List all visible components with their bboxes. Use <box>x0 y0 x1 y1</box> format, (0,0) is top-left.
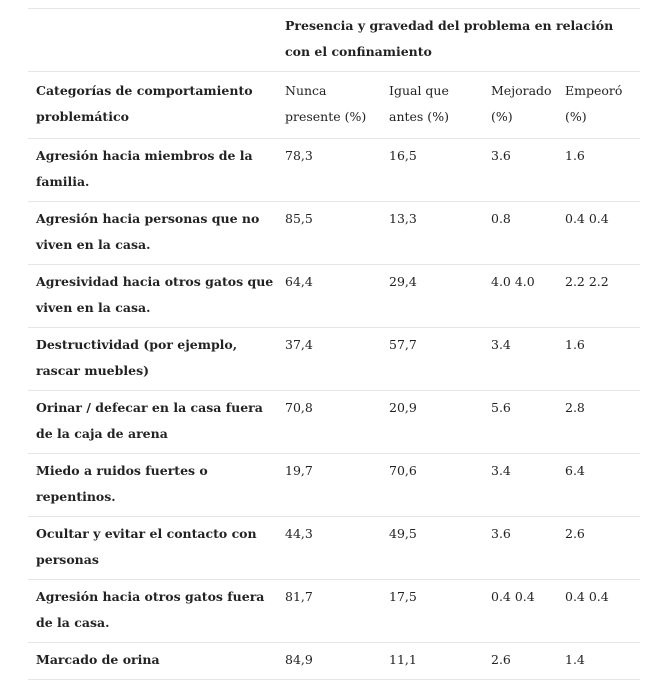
never-cell: 44,3 <box>285 526 313 541</box>
category-cell: Agresividad hacia otros gatos que viven en la casa. <box>36 274 274 315</box>
table-row <box>28 454 640 517</box>
same-cell: 17,5 <box>389 589 417 604</box>
improved-cell: 4.0 4.0 <box>491 274 535 289</box>
worsened-cell: 6.4 <box>565 463 585 478</box>
improved-cell: 3.4 <box>491 337 511 352</box>
improved-cell: 3.6 <box>491 148 511 163</box>
category-cell: Ocultar y evitar el contacto con personas <box>36 526 257 567</box>
improved-cell: 3.4 <box>491 463 511 478</box>
column-header-same: Igual que antes (%) <box>389 83 449 124</box>
column-header-row <box>28 72 640 139</box>
empty-header-cell <box>28 9 285 72</box>
worsened-cell: 0.4 0.4 <box>565 589 609 604</box>
improved-cell: 3.6 <box>491 526 511 541</box>
never-cell: 78,3 <box>285 148 313 163</box>
same-cell: 13,3 <box>389 211 417 226</box>
category-cell: Agresión hacia personas que no viven en la casa. <box>36 211 260 252</box>
improved-cell: 0.8 <box>491 211 511 226</box>
same-cell: 20,9 <box>389 400 417 415</box>
improved-cell: 5.6 <box>491 400 511 415</box>
table-row <box>28 328 640 391</box>
table-row <box>28 643 640 680</box>
category-cell: Marcado de orina <box>36 652 160 667</box>
group-header-row <box>28 9 640 72</box>
behavior-table <box>28 8 640 680</box>
same-cell: 11,1 <box>389 652 417 667</box>
category-cell: Destructividad (por ejemplo, rascar muebles) <box>36 337 238 378</box>
worsened-cell: 2.2 2.2 <box>565 274 609 289</box>
worsened-cell: 1.4 <box>565 652 585 667</box>
same-cell: 49,5 <box>389 526 417 541</box>
column-header-never: Nunca presente (%) <box>285 83 367 124</box>
table-row <box>28 265 640 328</box>
table-row <box>28 580 640 643</box>
table-row <box>28 139 640 202</box>
improved-cell: 2.6 <box>491 652 511 667</box>
category-cell: Agresión hacia miembros de la familia. <box>36 148 253 189</box>
never-cell: 70,8 <box>285 400 313 415</box>
category-cell: Miedo a ruidos fuertes o repentinos. <box>36 463 208 504</box>
same-cell: 16,5 <box>389 148 417 163</box>
never-cell: 81,7 <box>285 589 313 604</box>
never-cell: 85,5 <box>285 211 313 226</box>
never-cell: 19,7 <box>285 463 313 478</box>
table-row <box>28 517 640 580</box>
column-header-improved: Mejorado (%) <box>491 83 552 124</box>
improved-cell: 0.4 0.4 <box>491 589 535 604</box>
table-body <box>28 139 640 680</box>
worsened-cell: 2.8 <box>565 400 585 415</box>
table-row <box>28 391 640 454</box>
table-row <box>28 202 640 265</box>
worsened-cell: 1.6 <box>565 148 585 163</box>
same-cell: 70,6 <box>389 463 417 478</box>
worsened-cell: 2.6 <box>565 526 585 541</box>
never-cell: 37,4 <box>285 337 313 352</box>
never-cell: 84,9 <box>285 652 313 667</box>
category-cell: Agresión hacia otros gatos fuera de la casa. <box>36 589 265 630</box>
worsened-cell: 1.6 <box>565 337 585 352</box>
worsened-cell: 0.4 0.4 <box>565 211 609 226</box>
same-cell: 29,4 <box>389 274 417 289</box>
never-cell: 64,4 <box>285 274 313 289</box>
column-header-worsened: Empeoró (%) <box>565 83 623 124</box>
same-cell: 57,7 <box>389 337 417 352</box>
group-header: Presencia y gravedad del problema en relación con el confinamiento <box>285 18 614 59</box>
category-cell: Orinar / defecar en la casa fuera de la caja de arena <box>36 400 263 441</box>
column-header-category: Categorías de comportamiento problemático <box>36 83 253 124</box>
